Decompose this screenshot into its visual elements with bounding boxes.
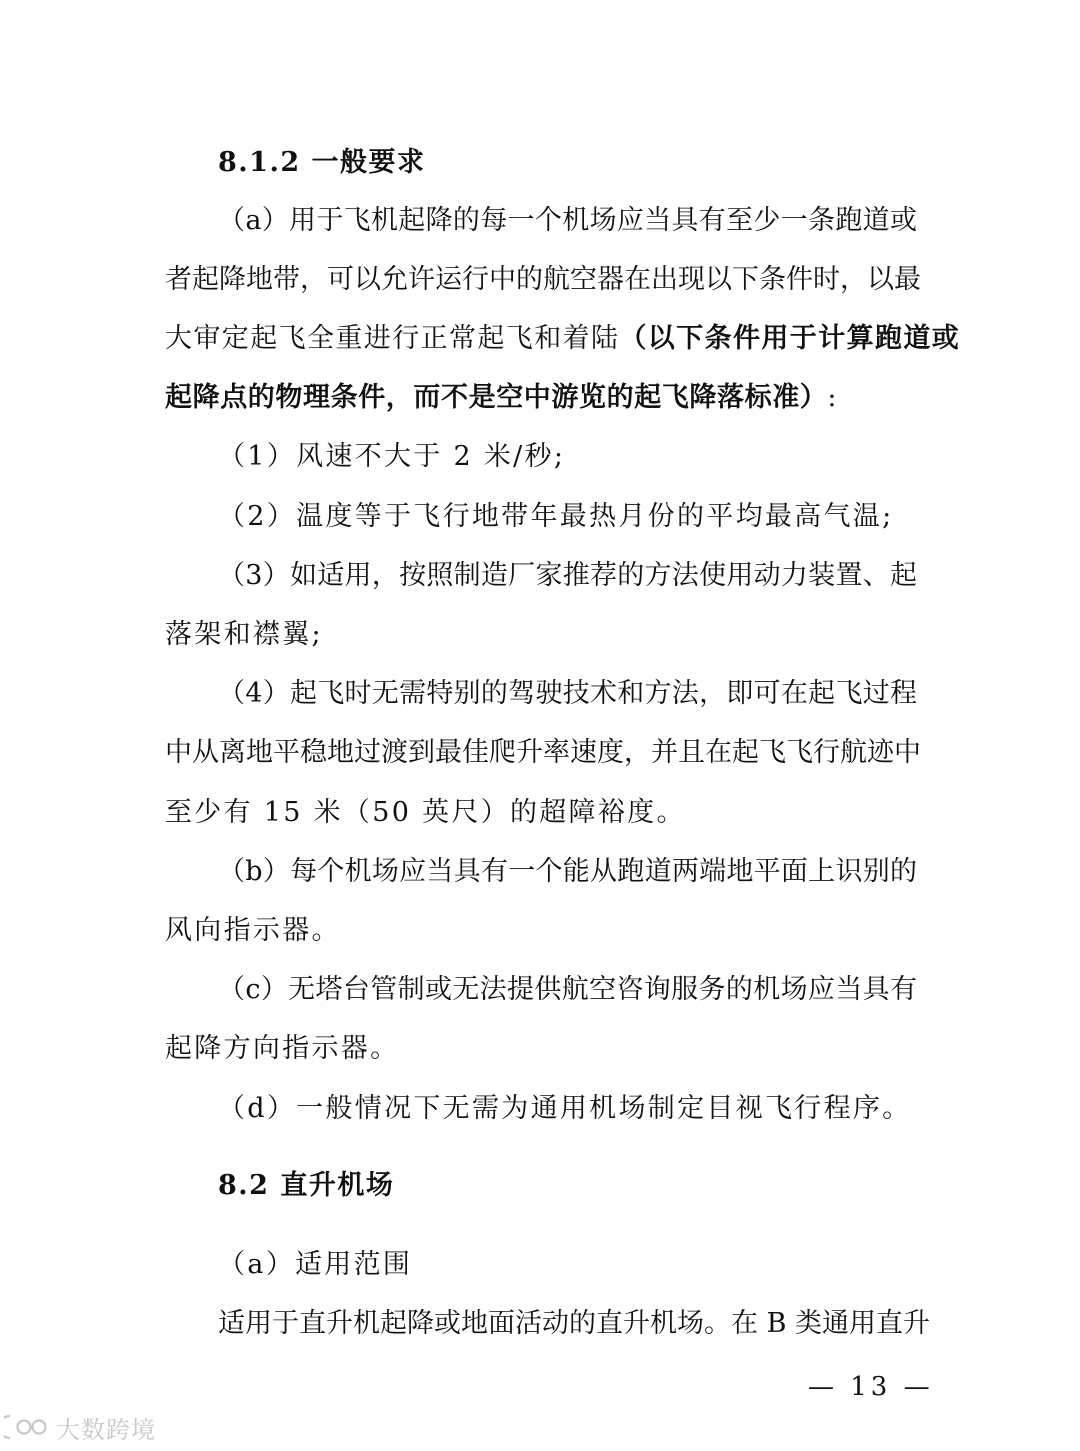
item-4-line-2: 中从离地平稳地过渡到最佳爬升率速度，并且在起飞飞行航迹中 — [165, 737, 921, 768]
paragraph-a-line-4-end: : — [827, 382, 838, 413]
item-3-line-2: 落架和襟翼; — [165, 619, 323, 650]
subsection-a-title: （a）适用范围 — [218, 1249, 413, 1280]
section-heading-8-2: 8.2 直升机场 — [218, 1170, 395, 1201]
paragraph-d: （d）一般情况下无需为通用机场制定目视飞行程序。 — [218, 1093, 912, 1124]
body-last-line: 适用于直升机起降或地面活动的直升机场。在 B 类通用直升 — [218, 1308, 931, 1339]
item-4-line-3: 至少有 15 米（50 英尺）的超障裕度。 — [165, 797, 686, 828]
watermark-text: 大数跨境 — [56, 1415, 156, 1444]
paragraph-a-line-3-bold-text: （以下条件用于计算跑道或 — [619, 323, 961, 354]
paragraph-a-line-3 — [165, 322, 961, 356]
paragraph-c-line-2: 起降方向指示器。 — [165, 1033, 400, 1064]
paragraph-a-line-4-bold-text: 起降点的物理条件，而不是空中游览的起飞降落标准） — [165, 382, 828, 413]
item-4-line-1: （4）起飞时无需特别的驾驶技术和方法，即可在起飞过程 — [218, 678, 917, 709]
section-heading-8-1-2: 8.1.2 一般要求 — [218, 147, 426, 178]
paragraph-b-line-2: 风向指示器。 — [165, 915, 341, 946]
paragraph-a-line-4 — [165, 381, 917, 415]
item-2: （2）温度等于飞行地带年最热月份的平均最高气温; — [218, 501, 894, 532]
item-1: （1）风速不大于 2 米/秒; — [218, 441, 566, 472]
paragraph-a-line-2: 者起降地带，可以允许运行中的航空器在出现以下条件时，以最 — [165, 264, 921, 295]
paragraph-a-line-3-text: 大审定起飞全重进行正常起飞和着陆 — [165, 323, 620, 354]
paragraph-c-line-1: （c）无塔台管制或无法提供航空咨询服务的机场应当具有 — [218, 974, 917, 1005]
watermark-logo-icon — [4, 1412, 52, 1442]
item-3-line-1: （3）如适用，按照制造厂家推荐的方法使用动力装置、起 — [218, 560, 917, 591]
page-number: — 13 — — [808, 1372, 934, 1402]
paragraph-b-line-1: （b）每个机场应当具有一个能从跑道两端地平面上识别的 — [218, 856, 917, 887]
paragraph-a-line-1: （a）用于飞机起降的每一个机场应当具有至少一条跑道或 — [218, 205, 917, 236]
watermark — [4, 1410, 156, 1444]
